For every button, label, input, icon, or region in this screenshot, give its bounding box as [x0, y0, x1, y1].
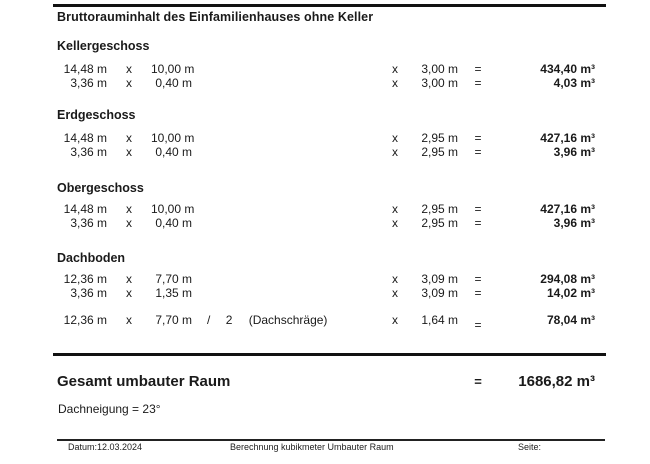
- height-value: 3,00 m: [421, 76, 458, 90]
- length-value: 14,48 m: [63, 202, 107, 216]
- volume-result: 3,96 m³: [553, 216, 595, 230]
- total-value: 1686,82 m³: [518, 373, 595, 390]
- equals-sign: =: [474, 62, 482, 76]
- section-rows-obergeschoss: [57, 202, 595, 230]
- volume-result: 427,16 m³: [540, 131, 595, 145]
- length-value: 14,48 m: [63, 62, 107, 76]
- volume-result: 3,96 m³: [553, 145, 595, 159]
- row-note: [192, 202, 387, 216]
- height-value: 3,00 m: [421, 62, 458, 76]
- roof-pitch-note: Dachneigung = 23°: [58, 402, 161, 416]
- times-sign: x: [392, 202, 398, 216]
- section-rows-kellergeschoss: [57, 62, 595, 90]
- height-value: 2,95 m: [421, 131, 458, 145]
- table-row: [57, 76, 595, 90]
- times-sign: x: [392, 272, 398, 286]
- section-heading-kellergeschoss: Kellergeschoss: [57, 39, 150, 53]
- table-row: [57, 286, 595, 300]
- height-value: 1,64 m: [421, 313, 458, 327]
- row-note: [192, 216, 387, 230]
- table-row: [57, 202, 595, 216]
- row-note: [192, 286, 387, 300]
- times-sign: x: [392, 216, 398, 230]
- section-heading-dachboden: Dachboden: [57, 251, 126, 265]
- height-value: 2,95 m: [421, 216, 458, 230]
- length-value: 3,36 m: [70, 145, 107, 159]
- section-rows-erdgeschoss: [57, 131, 595, 159]
- row-note: [192, 131, 387, 145]
- height-value: 2,95 m: [421, 202, 458, 216]
- times-sign: x: [126, 62, 132, 76]
- times-sign: x: [126, 313, 132, 327]
- width-value: 10,00 m: [151, 62, 195, 76]
- height-value: 2,95 m: [421, 145, 458, 159]
- footer-page-label: Seite:: [518, 442, 542, 452]
- row-note: [192, 145, 387, 159]
- total-label: Gesamt umbauter Raum: [57, 373, 231, 390]
- volume-result: 294,08 m³: [540, 272, 595, 286]
- times-sign: x: [126, 131, 132, 145]
- section-rows-dachboden: [57, 272, 595, 332]
- table-row: [57, 62, 595, 76]
- note-label: (Dachschräge): [248, 313, 328, 327]
- note-slash: /: [207, 313, 211, 327]
- equals-sign: =: [474, 131, 482, 145]
- width-value: 0,40 m: [155, 145, 192, 159]
- width-value: 7,70 m: [155, 313, 192, 327]
- table-row-roof-slope: [57, 313, 595, 332]
- total-row: [57, 373, 595, 390]
- times-sign: x: [126, 76, 132, 90]
- times-sign: x: [392, 62, 398, 76]
- footer-date: Datum:12.03.2024: [68, 442, 143, 452]
- page-title: Bruttorauminhalt des Einfamilienhauses ohne Keller: [57, 10, 374, 24]
- times-sign: x: [392, 76, 398, 90]
- total-equals-sign: =: [474, 374, 482, 389]
- row-note: [192, 272, 387, 286]
- length-value: 3,36 m: [70, 76, 107, 90]
- times-sign: x: [392, 313, 398, 327]
- table-row: [57, 145, 595, 159]
- length-value: 3,36 m: [70, 286, 107, 300]
- times-sign: x: [392, 131, 398, 145]
- times-sign: x: [126, 286, 132, 300]
- note-divisor: 2: [225, 313, 233, 327]
- section-heading-obergeschoss: Obergeschoss: [57, 181, 144, 195]
- volume-result: 4,03 m³: [553, 76, 595, 90]
- times-sign: x: [392, 286, 398, 300]
- times-sign: x: [126, 272, 132, 286]
- length-value: 14,48 m: [63, 131, 107, 145]
- section-heading-erdgeschoss: Erdgeschoss: [57, 108, 136, 122]
- length-value: 12,36 m: [63, 272, 107, 286]
- equals-sign: =: [474, 286, 482, 300]
- width-value: 7,70 m: [155, 272, 192, 286]
- volume-result: 427,16 m³: [540, 202, 595, 216]
- times-sign: x: [392, 145, 398, 159]
- width-value: 0,40 m: [155, 76, 192, 90]
- times-sign: x: [126, 202, 132, 216]
- total-rule: [53, 353, 606, 356]
- width-value: 10,00 m: [151, 131, 195, 145]
- table-row: [57, 272, 595, 286]
- length-value: 3,36 m: [70, 216, 107, 230]
- equals-sign: =: [474, 216, 482, 230]
- top-rule: [53, 4, 606, 7]
- times-sign: x: [126, 216, 132, 230]
- volume-result: 14,02 m³: [546, 286, 595, 300]
- table-row: [57, 216, 595, 230]
- volume-result: 78,04 m³: [546, 313, 595, 327]
- volume-result: 434,40 m³: [540, 62, 595, 76]
- times-sign: x: [126, 145, 132, 159]
- equals-sign: =: [474, 272, 482, 286]
- equals-sign: =: [474, 76, 482, 90]
- width-value: 1,35 m: [155, 286, 192, 300]
- height-value: 3,09 m: [421, 272, 458, 286]
- equals-sign-low: =: [474, 318, 482, 332]
- height-value: 3,09 m: [421, 286, 458, 300]
- row-note: [192, 76, 387, 90]
- footer-rule: [57, 439, 605, 441]
- equals-sign: =: [474, 202, 482, 216]
- row-note: [192, 62, 387, 76]
- width-value: 10,00 m: [151, 202, 195, 216]
- length-value: 12,36 m: [63, 313, 107, 327]
- equals-sign: =: [474, 145, 482, 159]
- equals-sign: [458, 313, 498, 332]
- table-row: [57, 131, 595, 145]
- row-note: [192, 313, 387, 327]
- width-value: 0,40 m: [155, 216, 192, 230]
- footer-document-title: Berechnung kubikmeter Umbauter Raum: [230, 442, 394, 452]
